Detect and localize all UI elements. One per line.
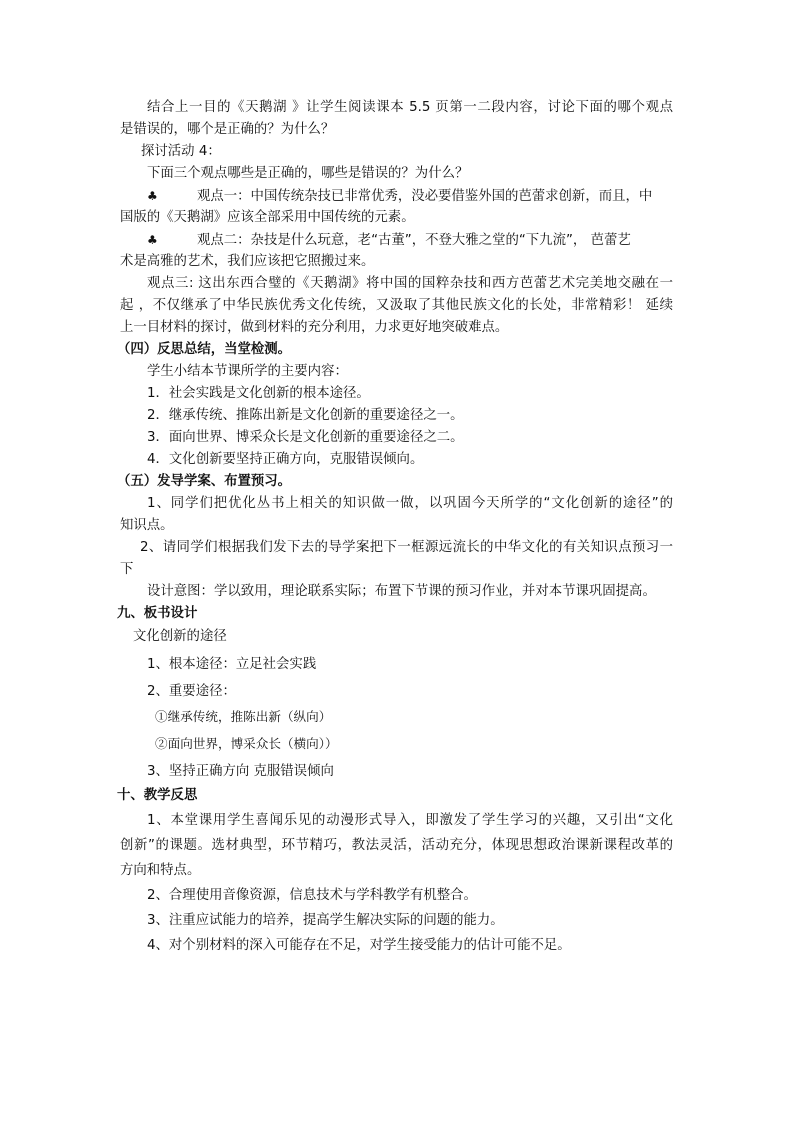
summary-item-2: 2．继承传统、推陈出新是文化创新的重要途径之一。 [147, 408, 464, 423]
view-2-text: 观点二：杂技是什么玩意，老“古董”，不登大雅之堂的“下九流”， 芭蕾艺 [197, 233, 631, 248]
section-5-item-2-line-1: 2、请同学们根据我们发下去的导学案把下一框源远流长的中华文化的有关知识点预习一 [140, 540, 673, 555]
section-5-item-1-line-2: 知识点。 [120, 518, 174, 533]
design-intent: 设计意图：学以致用，理论联系实际；布置下节课的预习作业，并对本节课巩固提高。 [147, 584, 656, 599]
summary-item-1: 1．社会实践是文化创新的根本途径。 [147, 386, 370, 401]
section-5-item-1-line-1: 1、同学们把优化丛书上相关的知识做一做，以巩固今天所学的“文化创新的途径”的 [147, 496, 673, 511]
reflection-3: 3、注重应试能力的培养，提高学生解决实际的问题的能力。 [147, 913, 504, 928]
intro-line-1: 结合上一目的《天鹅湖 》让学生阅读课本 5.5 页第一二段内容，讨论下面的哪个观点 [147, 100, 673, 115]
club-bullet-icon: ♣ [147, 189, 158, 203]
section-5-heading: （五）发导学案、布置预习。 [117, 474, 292, 489]
activity-question: 下面三个观点哪些是正确的，哪些是错误的？为什么？ [147, 166, 469, 181]
section-5-item-2-line-2: 下 [120, 562, 134, 577]
board-sub-1: ①继承传统，推陈出新（纵向） [155, 709, 332, 724]
reflection-2: 2、合理使用音像资源，信息技术与学科教学有机整合。 [147, 888, 477, 903]
intro-line-2: 是错误的，哪个是正确的？为什么？ [120, 122, 335, 137]
club-bullet-icon: ♣ [147, 233, 158, 247]
view-1-text: 观点一：中国传统杂技已非常优秀，没必要借鉴外国的芭蕾求创新，而且，中 [197, 189, 653, 204]
section-4-intro: 学生小结本节课所学的主要内容： [147, 364, 348, 379]
reflection-1-line-3: 方向和特点。 [120, 863, 201, 878]
summary-item-4: 4．文化创新要坚持正确方向，克服错误倾向。 [147, 452, 424, 467]
board-item-1: 1、根本途径：立足社会实践 [147, 657, 317, 672]
view-3-line-2: 起 ，不仅继承了中华民族优秀文化传统，又汲取了其他民族文化的长处，非常精彩！ 延续 [120, 298, 673, 313]
view-1-line-2: 国版的《天鹅湖》应该全部采用中国传统的元素。 [120, 210, 415, 225]
view-3-line-1: 观点三: 这出东西合璧的《天鹅湖》将中国的国粹杂技和西方芭蕾艺术完美地交融在一 [147, 276, 673, 291]
reflection-4: 4、对个别材料的深入可能存在不足，对学生接受能力的估计可能不足。 [147, 938, 571, 953]
section-10-heading: 十、教学反思 [117, 788, 198, 803]
activity-title: 探讨活动 4： [141, 144, 221, 159]
section-4-heading: （四）反思总结，当堂检测。 [117, 342, 292, 357]
section-9-heading: 九、板书设计 [117, 606, 198, 621]
board-title: 文化创新的途径 [133, 629, 227, 644]
view-3-line-3: 上一目材料的探讨，做到材料的充分利用，力求更好地突破难点。 [120, 320, 509, 335]
view-2-line-1 [147, 230, 631, 251]
summary-item-3: 3．面向世界、博采众长是文化创新的重要途径之二。 [147, 430, 464, 445]
board-item-3: 3、坚持正确方向 克服错误倾向 [147, 764, 334, 779]
board-item-2: 2、重要途径： [147, 684, 236, 699]
view-1-line-1 [147, 186, 652, 207]
view-2-line-2: 术是高雅的艺术，我们应该把它照搬过来。 [120, 254, 375, 269]
reflection-1-line-2: 创新”的课题。选材典型，环节精巧，教法灵活，活动充分，体现思想政治课新课程改革的 [120, 838, 673, 853]
board-sub-2: ②面向世界，博采众长（横向）） [155, 736, 338, 751]
reflection-1-line-1: 1、本堂课用学生喜闻乐见的动漫形式导入，即激发了学生学习的兴趣，又引出“文化 [147, 813, 673, 828]
